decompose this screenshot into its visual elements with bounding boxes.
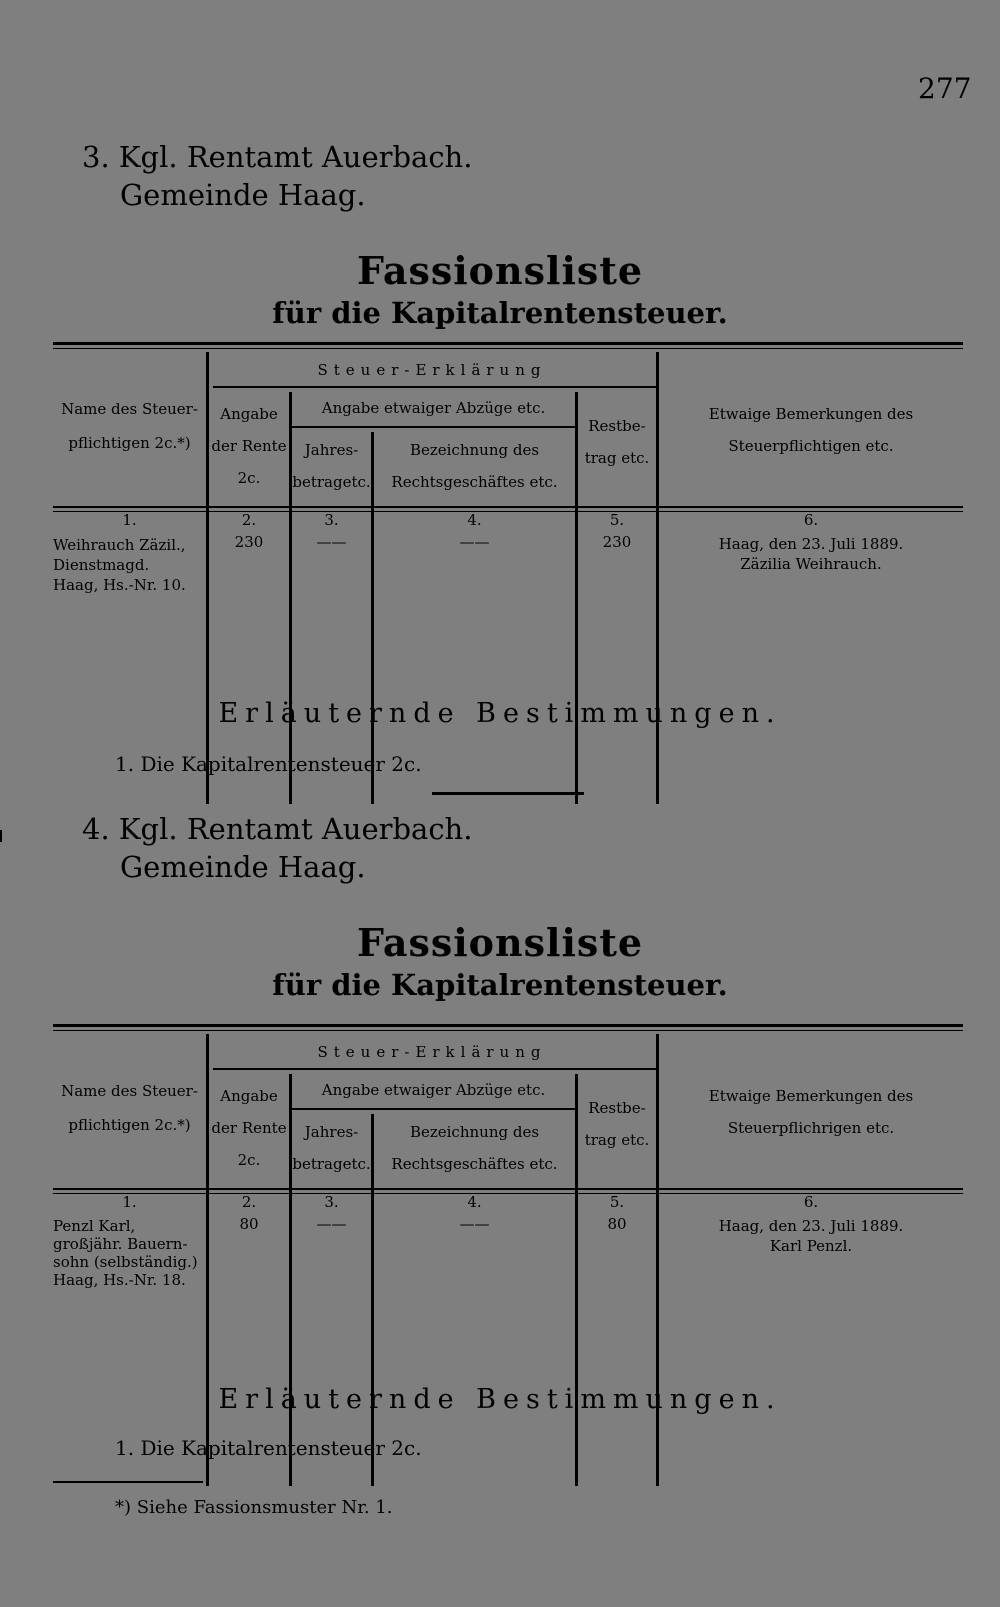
group-header: Steuer-Erklärung [317, 361, 547, 379]
col1-header: Name des Steuer-pflichtigen 2c.*) [61, 400, 198, 452]
rente-value: 80 [239, 1215, 259, 1233]
name-line: Weihrauch Zäzil., [53, 536, 186, 554]
remarks-line: Zäzilia Weihrauch. [740, 555, 882, 573]
taxpayer-name-cell [53, 535, 186, 595]
col-number-3: 3. [324, 511, 339, 529]
erlaeuternde-title: Erläuternde Bestimmungen. [218, 698, 782, 729]
col-number-6: 6. [803, 1193, 819, 1211]
col3-header: Jahres-betragetc. [292, 441, 371, 491]
name-line: Dienstmagd. [53, 556, 150, 574]
erlaeuternde-item: 1. Die Kapitalrentensteuer 2c. [115, 752, 422, 776]
rente-value: 230 [234, 533, 264, 551]
name-line: großjähr. Bauern- [53, 1235, 188, 1253]
fassion-title: Fassionsliste [356, 920, 644, 965]
heading-office: Kgl. Rentamt Auerbach. [118, 140, 473, 174]
bezeichnung-value: —— [459, 533, 490, 551]
name-line: Penzl Karl, [53, 1217, 136, 1235]
col-number-1: 1. [122, 511, 137, 529]
col5-header: Restbe-trag etc. [584, 1099, 650, 1149]
jahresbetrag-value: —— [316, 533, 347, 551]
page-number: 277 [918, 72, 972, 105]
col-number-3: 3. [324, 1193, 339, 1211]
fassion-subtitle: für die Kapitalrentensteuer. [272, 296, 728, 330]
col1-header: Name des Steuer-pflichtigen 2c.*) [61, 1082, 198, 1134]
remarks-line: Haag, den 23. Juli 1889. [718, 1217, 904, 1235]
footnote-rule [53, 1481, 203, 1483]
office-heading [82, 812, 472, 846]
col4-header: Bezeichnung des Rechtsgeschäftes etc. [391, 441, 558, 491]
fassion-title: Fassionsliste [356, 248, 644, 293]
name-line: sohn (selbständig.) [53, 1253, 198, 1271]
name-line: Haag, Hs.-Nr. 10. [53, 576, 186, 594]
erlaeuternde-item: 1. Die Kapitalrentensteuer 2c. [115, 1436, 422, 1460]
heading-office: Kgl. Rentamt Auerbach. [118, 812, 473, 846]
col4-header: Bezeichnung des Rechtsgeschäftes etc. [391, 1123, 558, 1173]
col6-header: Etwaige Bemerkungen des Steuerpflichrigen etc. [708, 1087, 914, 1137]
municipality-heading: Gemeinde Haag. [120, 850, 366, 884]
col2-header: Angabe der Rente 2c. [211, 405, 287, 487]
municipality-heading: Gemeinde Haag. [120, 178, 366, 212]
heading-number: 4. [82, 812, 110, 846]
restbetrag-value: 80 [607, 1215, 627, 1233]
sub-group-header: Angabe etwaiger Abzüge etc. [321, 1081, 546, 1099]
col3-header: Jahres-betragetc. [292, 1123, 371, 1173]
col5-header: Restbe-trag etc. [584, 417, 650, 467]
heading-number: 3. [82, 140, 110, 174]
remarks-line: Karl Penzl. [769, 1237, 853, 1255]
taxpayer-name-cell [53, 1217, 198, 1289]
col-number-4: 4. [467, 1193, 482, 1211]
bezeichnung-value: —— [459, 1215, 490, 1233]
section-divider [432, 792, 584, 795]
remarks-cell [659, 534, 963, 574]
col-number-2: 2. [241, 511, 257, 529]
col-number-5: 5. [609, 511, 625, 529]
remarks-line: Haag, den 23. Juli 1889. [718, 535, 904, 553]
name-line: Haag, Hs.-Nr. 18. [53, 1271, 186, 1289]
footnote: *) Siehe Fassionsmuster Nr. 1. [115, 1497, 393, 1518]
col-number-6: 6. [803, 511, 819, 529]
col6-header: Etwaige Bemerkungen des Steuerpflichtigen etc. [708, 405, 914, 455]
group-header: Steuer-Erklärung [317, 1043, 547, 1061]
sub-group-header: Angabe etwaiger Abzüge etc. [321, 399, 546, 417]
restbetrag-value: 230 [602, 533, 632, 551]
col-number-4: 4. [467, 511, 482, 529]
edge-mark [0, 830, 2, 842]
fassion-subtitle: für die Kapitalrentensteuer. [272, 968, 728, 1002]
col2-header: Angabe der Rente 2c. [211, 1087, 287, 1169]
col-number-1: 1. [122, 1193, 137, 1211]
remarks-cell [659, 1216, 963, 1256]
jahresbetrag-value: —— [316, 1215, 347, 1233]
erlaeuternde-title: Erläuternde Bestimmungen. [218, 1384, 782, 1415]
col-number-2: 2. [241, 1193, 257, 1211]
col-number-5: 5. [609, 1193, 625, 1211]
office-heading [82, 140, 472, 174]
